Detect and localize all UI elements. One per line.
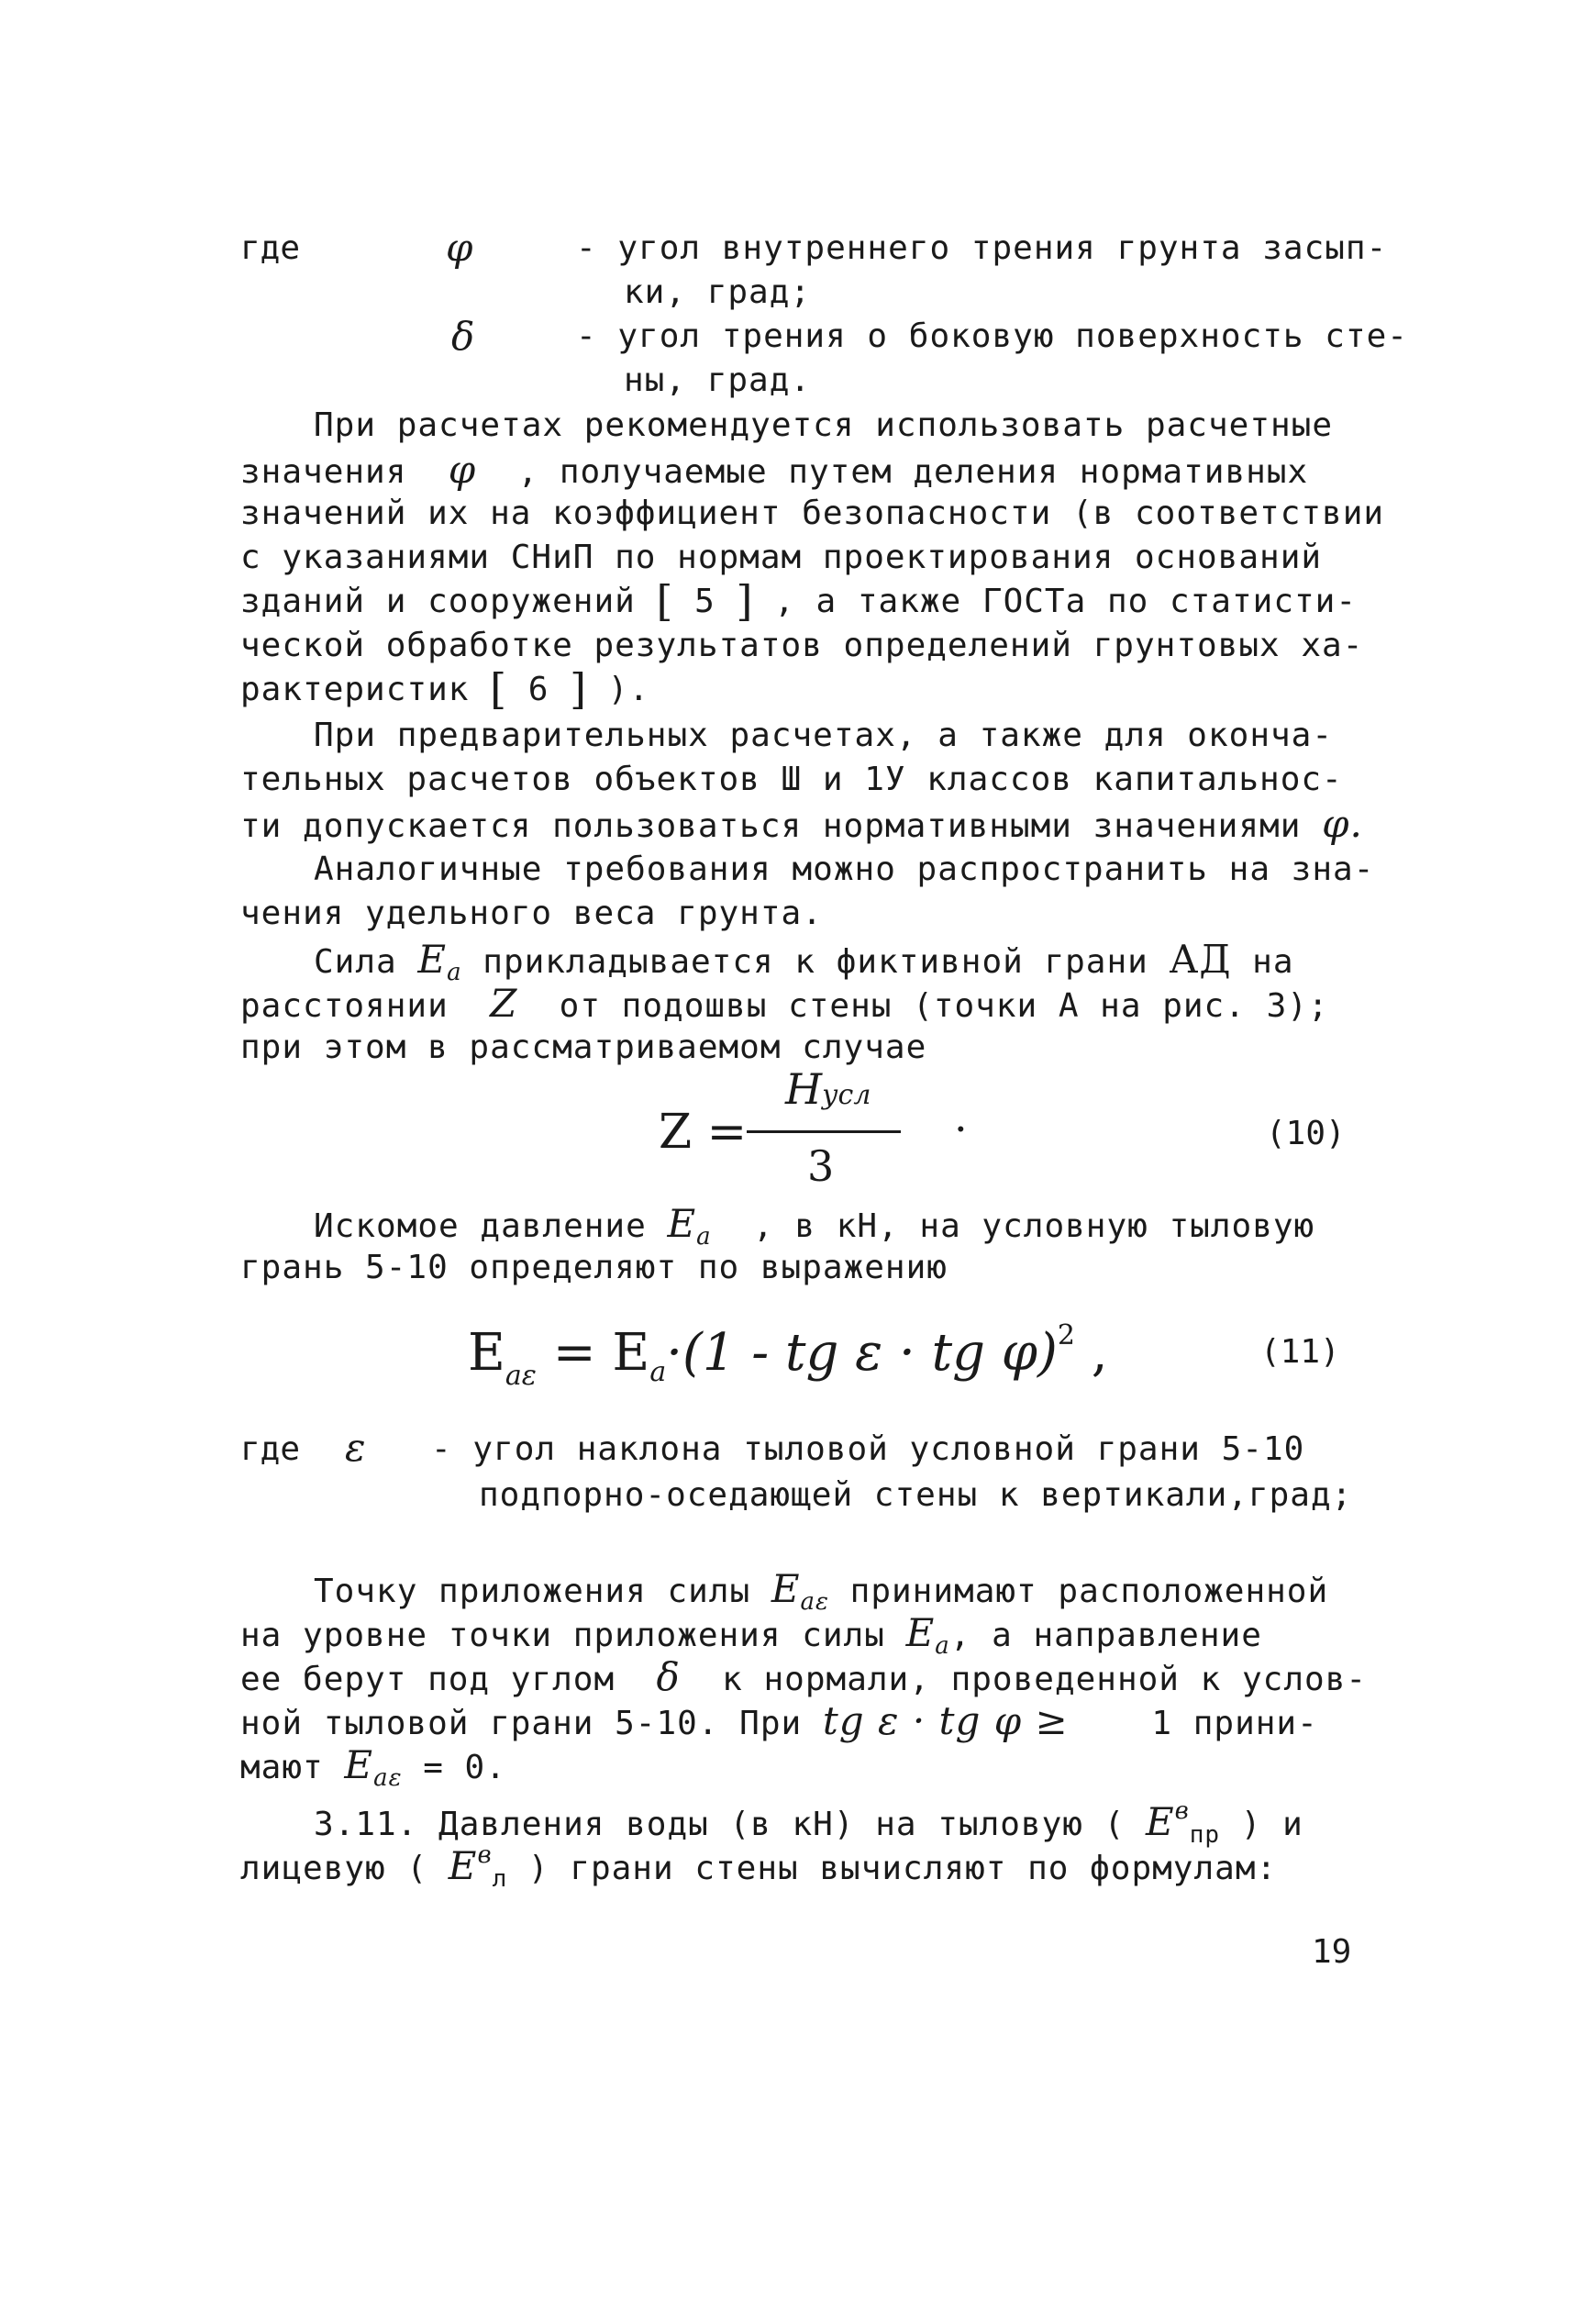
para5-line1: Искомое давление $E_a$ , в кН, на условную тыловую	[314, 1201, 1315, 1251]
formula10-fraction-bar	[747, 1130, 901, 1133]
para1-line7: рактеристик [ 6 ] ).	[240, 664, 650, 714]
delta-definition-line2: ны, град.	[624, 361, 812, 399]
para6-line1: Точку приложения силы $E_{a\varepsilon}$ принимают расположенной	[314, 1566, 1329, 1616]
formula10-denominator: 3	[807, 1141, 835, 1191]
para3-line1: Аналогичные требования можно распространить на зна-	[314, 851, 1375, 888]
epsilon-symbol: ε	[345, 1425, 366, 1470]
para2-line3: ти допускается пользоваться нормативными значениями φ.	[240, 801, 1363, 846]
formula11: $E_{a\varepsilon} = E_a\cdot(1$ - tg ε · tg φ)$^2$ ,	[468, 1319, 1108, 1392]
phi-inline-symbol: φ.	[1322, 801, 1363, 846]
para1-line6: ческой обработке результатов определений грунтовых ха-	[240, 627, 1364, 664]
reference-6: 6	[527, 671, 549, 708]
page-number: 19	[1312, 1933, 1352, 1971]
para2-line1: При предварительных расчетах, а также для оконча-	[314, 717, 1334, 754]
where-label: где	[240, 229, 301, 267]
para6-line5: мают $E_{a\varepsilon} = 0$.	[240, 1742, 506, 1792]
reference-5: 5	[694, 583, 715, 620]
para4-line1: Сила $E_a$ прикладывается к фиктивной грани АД на	[314, 937, 1294, 986]
para7-line1: 3.11. Давления воды (в кН) на тыловую ( $E^в_{пр}$ ) и	[314, 1797, 1303, 1849]
phi-symbol: φ	[446, 225, 473, 270]
para1-line2: значения φ , получаемые путем деления нормативных	[240, 447, 1309, 492]
phi-inline-symbol: φ	[448, 447, 477, 492]
phi-definition-line1: - угол внутреннего трения грунта засып-	[576, 229, 1388, 267]
epsilon-definition-line1: - угол наклона тыловой условной грани 5-10	[431, 1430, 1305, 1468]
formula11-number: (11)	[1260, 1333, 1340, 1371]
para5-line2: грань 5-10 определяют по выражению	[240, 1249, 948, 1286]
para3-line2: чения удельного веса грунта.	[240, 895, 823, 932]
para7-line2: лицевую ( $E^в_л$ ) грани стены вычисляют по формулам:	[240, 1841, 1278, 1893]
where-label-2: где	[240, 1430, 301, 1468]
formula10-dot: .	[954, 1092, 968, 1141]
phi-definition-line2: ки, град;	[624, 273, 812, 311]
para4-line2: расстоянии Z от подошвы стены (точки А на рис. 3);	[240, 981, 1329, 1026]
para6-line4: ной тыловой грани 5-10. При tg ε · tg φ ≥ 1 прини-	[240, 1698, 1318, 1743]
para6-line3: ее берут под углом δ к нормали, проведенной к услов-	[240, 1654, 1368, 1699]
para6-line2: на уровне точки приложения силы $E_a$, а направление	[240, 1610, 1262, 1660]
epsilon-definition-line2: подпорно-оседающей стены к вертикали,град;	[479, 1476, 1353, 1514]
para1-line3: значений их на коэффициент безопасности (в соответствии	[240, 495, 1385, 532]
formula10-lhs: Z =	[659, 1105, 748, 1160]
para1-line4: с указаниями СНиП по нормам проектирования оснований	[240, 539, 1323, 576]
para1-line5: зданий и сооружений [ 5 ] , а также ГОСТа по статисти-	[240, 576, 1358, 626]
para1-line1: При расчетах рекомендуется использовать расчетные	[314, 406, 1334, 444]
para4-line3: при этом в рассматриваемом случае	[240, 1029, 927, 1066]
formula10-number: (10)	[1266, 1115, 1346, 1152]
delta-symbol: δ	[451, 314, 475, 359]
para2-line2: тельных расчетов объектов Ш и 1У классов капитальнос-	[240, 761, 1343, 798]
delta-definition-line1: - угол трения о боковую поверхность сте-	[576, 317, 1408, 355]
formula10-numerator: Hусл	[785, 1064, 871, 1114]
